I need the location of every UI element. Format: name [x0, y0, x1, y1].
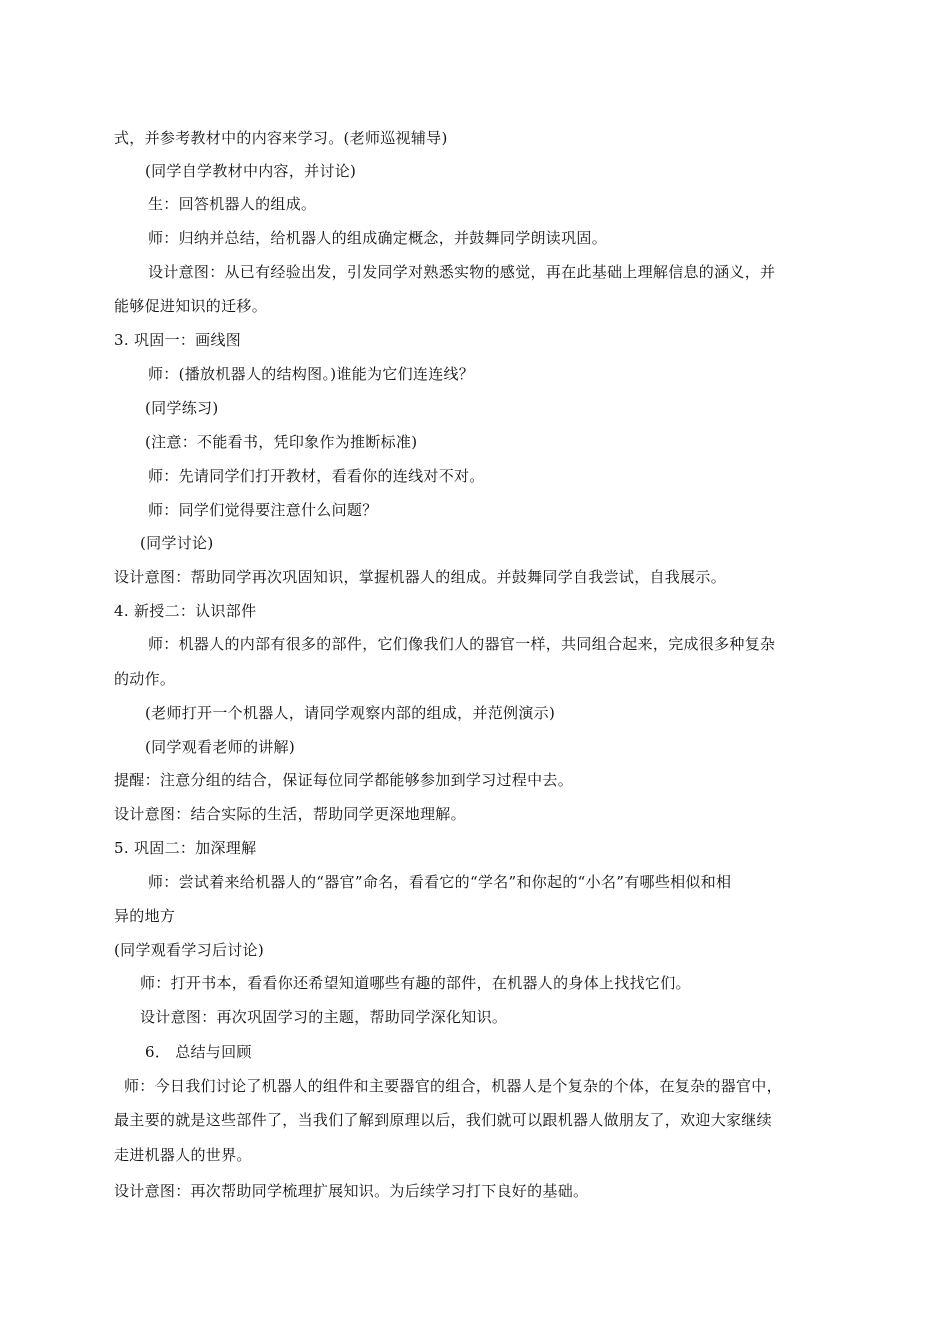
paragraph-line: (老师打开一个机器人，请同学观察内部的组成，并范例演示): [145, 704, 556, 722]
section-heading: 4. 新授二：认识部件: [114, 602, 257, 620]
paragraph-line: (同学讨论): [140, 534, 214, 552]
paragraph-line: (同学观看学习后讨论): [114, 941, 265, 959]
paragraph-line: 设计意图：帮助同学再次巩固知识，掌握机器人的组成。并鼓舞同学自我尝试，自我展示。: [114, 568, 727, 586]
paragraph-line: 设计意图：结合实际的生活，帮助同学更深地理解。: [114, 805, 466, 823]
paragraph-line: 设计意图：从已有经验出发，引发同学对熟悉实物的感觉，再在此基础上理解信息的涵义，并: [148, 263, 776, 281]
paragraph-line: (同学自学教材中内容，并讨论): [145, 162, 357, 180]
paragraph-line: 师：机器人的内部有很多的部件，它们像我们人的器官一样，共同组合起来，完成很多种复杂: [148, 635, 776, 653]
paragraph-line: (注意：不能看书，凭印象作为推断标准): [145, 433, 418, 451]
paragraph-line: 师：同学们觉得要注意什么问题？: [148, 501, 378, 519]
paragraph-line: 师：打开书本，看看你还希望知道哪些有趣的部件，在机器人的身体上找找它们。: [140, 974, 691, 992]
paragraph-line: 式，并参考教材中的内容来学习。(老师巡视辅导): [114, 129, 448, 147]
paragraph-line: 异的地方: [114, 907, 176, 925]
paragraph-line: 的动作。: [114, 670, 176, 688]
paragraph-line: 师：尝试着来给机器人的“器官”命名，看看它的“学名”和你起的“小名”有哪些相似和相: [148, 873, 732, 891]
paragraph-line: 师：今日我们讨论了机器人的组件和主要器官的组合，机器人是个复杂的个体，在复杂的器官中，: [124, 1077, 782, 1095]
paragraph-line: 设计意图：再次帮助同学梳理扩展知识。为后续学习打下良好的基础。: [114, 1182, 589, 1200]
section-heading: 6． 总结与回顾: [145, 1043, 252, 1061]
section-heading: 3. 巩固一：画线图: [114, 331, 242, 349]
paragraph-line: 最主要的就是这些部件了，当我们了解到原理以后，我们就可以跟机器人做朋友了，欢迎大家继续: [114, 1111, 772, 1129]
paragraph-line: 师：(播放机器人的结构图。)谁能为它们连连线？: [148, 365, 475, 383]
paragraph-line: 设计意图：再次巩固学习的主题，帮助同学深化知识。: [140, 1008, 508, 1026]
paragraph-line: 走进机器人的世界。: [114, 1146, 252, 1164]
section-heading: 5. 巩固二：加深理解: [114, 839, 257, 857]
paragraph-line: (同学观看老师的讲解): [145, 738, 296, 756]
paragraph-line: 师：先请同学们打开教材，看看你的连线对不对。: [148, 467, 485, 485]
paragraph-line: 能够促进知识的迁移。: [114, 297, 268, 315]
paragraph-line: 生：回答机器人的组成。: [148, 195, 317, 213]
paragraph-line: 师：归纳并总结，给机器人的组成确定概念，并鼓舞同学朗读巩固。: [148, 229, 608, 247]
paragraph-line: (同学练习): [145, 399, 219, 417]
paragraph-line: 提醒：注意分组的结合，保证每位同学都能够参加到学习过程中去。: [114, 771, 574, 789]
